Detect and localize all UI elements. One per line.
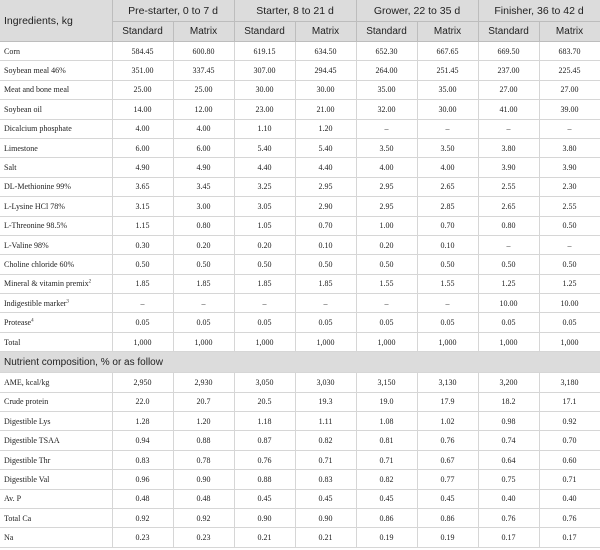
table-row: [0, 313, 600, 332]
table-cell: 0.50: [173, 255, 234, 274]
table-cell: 1.20: [173, 412, 234, 431]
table-cell: 0.76: [417, 431, 478, 450]
table-cell: 0.05: [539, 313, 600, 332]
row-label-text: Crude protein: [4, 397, 49, 407]
table-cell: 0.45: [234, 489, 295, 508]
table-cell: 30.00: [234, 80, 295, 99]
table-cell: 0.05: [417, 313, 478, 332]
table-cell: 4.40: [295, 158, 356, 177]
row-label-text: Protease: [4, 318, 32, 328]
table-cell: 1.55: [417, 274, 478, 293]
table-cell: 5.40: [234, 138, 295, 157]
table-cell: 0.05: [234, 313, 295, 332]
table-cell: 10.00: [539, 294, 600, 313]
table-row: [0, 392, 600, 411]
table-cell: 14.00: [112, 100, 173, 119]
table-cell: 0.71: [295, 450, 356, 469]
table-row: [0, 177, 600, 196]
table-cell: 0.88: [234, 470, 295, 489]
table-cell: 2,950: [112, 373, 173, 392]
table-cell: 0.83: [295, 470, 356, 489]
table-cell: 0.50: [356, 255, 417, 274]
table-cell: 1.85: [112, 274, 173, 293]
table-cell: 0.92: [539, 412, 600, 431]
table-cell: 3.90: [539, 158, 600, 177]
table-cell: 0.05: [478, 313, 539, 332]
row-label-text: Total Ca: [4, 513, 32, 523]
subheader-matrix: Matrix: [539, 22, 600, 42]
row-label: [0, 313, 112, 332]
table-cell: 0.90: [295, 508, 356, 527]
table-cell: 27.00: [478, 80, 539, 99]
table-cell: 0.77: [417, 470, 478, 489]
table-cell: 1.05: [234, 216, 295, 235]
table-cell: 0.23: [112, 528, 173, 547]
table-cell: 3,130: [417, 373, 478, 392]
row-label-text: Indigestible marker: [4, 298, 67, 308]
table-row: [0, 138, 600, 157]
table-cell: 4.00: [173, 119, 234, 138]
table-cell: 2,930: [173, 373, 234, 392]
table-row: [0, 294, 600, 313]
table-cell: 0.50: [539, 216, 600, 235]
table-cell: 0.94: [112, 431, 173, 450]
table-cell: 0.87: [234, 431, 295, 450]
table-cell: 25.00: [112, 80, 173, 99]
table-cell: 0.21: [234, 528, 295, 547]
table-cell: 1.18: [234, 412, 295, 431]
table-cell: 2.95: [356, 177, 417, 196]
table-cell: 0.70: [417, 216, 478, 235]
row-label-text: Mineral & vitamin premix: [4, 279, 89, 289]
table-cell: –: [234, 294, 295, 313]
table-cell: 0.71: [356, 450, 417, 469]
table-cell: 3.25: [234, 177, 295, 196]
row-label: [0, 255, 112, 274]
table-cell: 21.00: [295, 100, 356, 119]
table-cell: 4.00: [417, 158, 478, 177]
row-label: [0, 100, 112, 119]
table-cell: 3.00: [173, 197, 234, 216]
row-label-text: L-Lysine HCl 78%: [4, 201, 65, 211]
table-cell: 0.23: [173, 528, 234, 547]
table-cell: 1,000: [173, 332, 234, 351]
row-label-text: Corn: [4, 46, 20, 56]
table-cell: –: [539, 235, 600, 254]
row-label: [0, 61, 112, 80]
table-cell: 0.67: [417, 450, 478, 469]
table-cell: 351.00: [112, 61, 173, 80]
row-label: [0, 528, 112, 547]
row-label-text: Digestible Val: [4, 474, 50, 484]
table-cell: 6.00: [112, 138, 173, 157]
table-cell: 1.10: [234, 119, 295, 138]
subheader-standard: Standard: [356, 22, 417, 42]
table-cell: 0.81: [356, 431, 417, 450]
table-cell: 0.70: [295, 216, 356, 235]
table-cell: 0.76: [478, 508, 539, 527]
table-cell: 600.80: [173, 42, 234, 61]
table-cell: 41.00: [478, 100, 539, 119]
table-cell: 3,180: [539, 373, 600, 392]
table-cell: 19.0: [356, 392, 417, 411]
table-cell: 0.50: [234, 255, 295, 274]
table-cell: 1.85: [234, 274, 295, 293]
table-cell: 1,000: [478, 332, 539, 351]
table-cell: –: [417, 119, 478, 138]
row-label: [0, 274, 112, 293]
table-cell: 4.90: [112, 158, 173, 177]
nutrient-section-label: Nutrient composition, % or as follow: [0, 352, 600, 373]
table-cell: 0.40: [539, 489, 600, 508]
table-cell: –: [295, 294, 356, 313]
table-cell: –: [173, 294, 234, 313]
table-row: [0, 373, 600, 392]
table-cell: 337.45: [173, 61, 234, 80]
table-cell: 0.76: [234, 450, 295, 469]
table-cell: 0.30: [112, 235, 173, 254]
table-cell: 307.00: [234, 61, 295, 80]
row-label: [0, 450, 112, 469]
table-cell: 0.90: [173, 470, 234, 489]
table-cell: 32.00: [356, 100, 417, 119]
table-cell: 584.45: [112, 42, 173, 61]
table-cell: 35.00: [417, 80, 478, 99]
row-label-text: Av. P: [4, 494, 22, 504]
table-row: [0, 508, 600, 527]
table-cell: 683.70: [539, 42, 600, 61]
table-cell: –: [478, 235, 539, 254]
table-cell: 0.92: [112, 508, 173, 527]
table-cell: 4.00: [112, 119, 173, 138]
table-cell: 1.85: [173, 274, 234, 293]
subheader-standard: Standard: [478, 22, 539, 42]
table-cell: 19.3: [295, 392, 356, 411]
table-row: [0, 431, 600, 450]
row-label: [0, 216, 112, 235]
table-header: [0, 0, 600, 42]
table-cell: 0.45: [295, 489, 356, 508]
table-cell: 0.20: [234, 235, 295, 254]
table-cell: 3,200: [478, 373, 539, 392]
table-cell: 0.05: [356, 313, 417, 332]
table-row: [0, 100, 600, 119]
table-cell: 1,000: [295, 332, 356, 351]
table-cell: 0.98: [478, 412, 539, 431]
table-cell: 0.78: [173, 450, 234, 469]
footnote-marker: 3: [66, 299, 69, 305]
table-cell: 3.15: [112, 197, 173, 216]
table-cell: 2.95: [295, 177, 356, 196]
table-cell: 39.00: [539, 100, 600, 119]
table-cell: 0.96: [112, 470, 173, 489]
row-label: [0, 138, 112, 157]
table-row: [0, 332, 600, 351]
table-cell: 20.7: [173, 392, 234, 411]
row-label: [0, 431, 112, 450]
table-cell: 4.40: [234, 158, 295, 177]
table-cell: 1.11: [295, 412, 356, 431]
table-cell: 0.20: [356, 235, 417, 254]
row-label-text: Digestible Lys: [4, 416, 51, 426]
table-cell: 0.50: [295, 255, 356, 274]
table-cell: 667.65: [417, 42, 478, 61]
table-cell: 0.64: [478, 450, 539, 469]
table-row: [0, 274, 600, 293]
table-cell: 0.88: [173, 431, 234, 450]
subheader-matrix: Matrix: [417, 22, 478, 42]
table-cell: 294.45: [295, 61, 356, 80]
row-label: [0, 158, 112, 177]
table-cell: 35.00: [356, 80, 417, 99]
table-cell: 0.19: [417, 528, 478, 547]
row-label: [0, 470, 112, 489]
table-cell: 0.19: [356, 528, 417, 547]
table-body: [0, 42, 600, 548]
row-label: [0, 332, 112, 351]
table-cell: 1.20: [295, 119, 356, 138]
table-cell: 3.50: [356, 138, 417, 157]
table-cell: 1.25: [478, 274, 539, 293]
table-cell: 2.55: [539, 197, 600, 216]
table-cell: 669.50: [478, 42, 539, 61]
table-cell: 3.05: [234, 197, 295, 216]
row-label-text: DL-Methionine 99%: [4, 182, 71, 192]
row-label-text: Salt: [4, 163, 17, 173]
row-label: [0, 392, 112, 411]
table-cell: 251.45: [417, 61, 478, 80]
row-label: [0, 294, 112, 313]
table-cell: 18.2: [478, 392, 539, 411]
table-cell: 3,030: [295, 373, 356, 392]
table-cell: 237.00: [478, 61, 539, 80]
table-cell: 0.80: [478, 216, 539, 235]
table-cell: 1.00: [356, 216, 417, 235]
table-cell: 22.0: [112, 392, 173, 411]
row-label: [0, 119, 112, 138]
table-cell: 3.80: [539, 138, 600, 157]
row-label: [0, 235, 112, 254]
table-cell: 2.55: [478, 177, 539, 196]
phase-header-finisher: Finisher, 36 to 42 d: [478, 0, 600, 22]
table-cell: 0.60: [539, 450, 600, 469]
table-cell: 1.28: [112, 412, 173, 431]
table-cell: 0.48: [112, 489, 173, 508]
row-label-text: Limestone: [4, 143, 38, 153]
row-label-text: Soybean meal 46%: [4, 66, 66, 76]
table-cell: 0.82: [295, 431, 356, 450]
table-cell: 0.05: [112, 313, 173, 332]
ingredients-header: Ingredients, kg: [0, 0, 112, 42]
row-label-text: Dicalcium phosphate: [4, 124, 72, 134]
table-cell: 1.15: [112, 216, 173, 235]
table-row: [0, 235, 600, 254]
row-label-text: Meat and bone meal: [4, 85, 70, 95]
table-cell: 6.00: [173, 138, 234, 157]
table-cell: 0.17: [478, 528, 539, 547]
table-cell: 30.00: [417, 100, 478, 119]
table-cell: 3.50: [417, 138, 478, 157]
row-label-text: Digestible Thr: [4, 455, 51, 465]
table-row: [0, 255, 600, 274]
table-cell: 0.70: [539, 431, 600, 450]
table-cell: 1,000: [112, 332, 173, 351]
table-row: [0, 489, 600, 508]
table-cell: 2.30: [539, 177, 600, 196]
table-cell: 0.76: [539, 508, 600, 527]
table-cell: 1.85: [295, 274, 356, 293]
table-cell: 3.80: [478, 138, 539, 157]
table-cell: 0.45: [356, 489, 417, 508]
row-label: [0, 489, 112, 508]
table-cell: 634.50: [295, 42, 356, 61]
table-cell: 0.50: [417, 255, 478, 274]
footnote-marker: 2: [88, 279, 92, 285]
table-cell: 0.50: [112, 255, 173, 274]
table-cell: 2.85: [417, 197, 478, 216]
table-cell: 0.75: [478, 470, 539, 489]
table-cell: 4.00: [356, 158, 417, 177]
table-cell: 1.25: [539, 274, 600, 293]
table-row: [0, 119, 600, 138]
table-cell: 5.40: [295, 138, 356, 157]
phase-header-pre-starter: Pre-starter, 0 to 7 d: [112, 0, 234, 22]
table-cell: 0.10: [295, 235, 356, 254]
table-cell: 264.00: [356, 61, 417, 80]
table-cell: 1.02: [417, 412, 478, 431]
table-cell: 0.71: [539, 470, 600, 489]
table-cell: 0.86: [417, 508, 478, 527]
table-cell: 0.40: [478, 489, 539, 508]
table-cell: 3.65: [112, 177, 173, 196]
table-cell: 2.95: [356, 197, 417, 216]
table-cell: 1,000: [417, 332, 478, 351]
table-cell: 652.30: [356, 42, 417, 61]
row-label-text: AME, kcal/kg: [4, 377, 50, 387]
table-cell: 27.00: [539, 80, 600, 99]
table-cell: 0.50: [478, 255, 539, 274]
table-cell: 17.1: [539, 392, 600, 411]
table-row: [0, 158, 600, 177]
table-cell: 0.90: [234, 508, 295, 527]
footnote-marker: 4: [31, 318, 34, 324]
subheader-matrix: Matrix: [295, 22, 356, 42]
table-row: [0, 42, 600, 61]
table-cell: –: [112, 294, 173, 313]
table-cell: 2.90: [295, 197, 356, 216]
table-cell: –: [539, 119, 600, 138]
table-cell: 1,000: [234, 332, 295, 351]
table-cell: 3,050: [234, 373, 295, 392]
table-cell: –: [478, 119, 539, 138]
row-label-text: Digestible TSAA: [4, 436, 60, 446]
table-cell: 3.90: [478, 158, 539, 177]
table-cell: 0.74: [478, 431, 539, 450]
table-cell: 0.45: [417, 489, 478, 508]
table-row: [0, 450, 600, 469]
table-cell: 0.21: [295, 528, 356, 547]
row-label-text: L-Valine 98%: [4, 240, 49, 250]
table-cell: 12.00: [173, 100, 234, 119]
table-cell: 4.90: [173, 158, 234, 177]
table-cell: 0.82: [356, 470, 417, 489]
row-label-text: L-Threonine 98.5%: [4, 221, 68, 231]
row-label: [0, 412, 112, 431]
table-cell: 10.00: [478, 294, 539, 313]
phase-header-grower: Grower, 22 to 35 d: [356, 0, 478, 22]
table-cell: –: [356, 294, 417, 313]
table-cell: 225.45: [539, 61, 600, 80]
table-cell: 30.00: [295, 80, 356, 99]
subheader-standard: Standard: [112, 22, 173, 42]
table-cell: –: [356, 119, 417, 138]
table-cell: 25.00: [173, 80, 234, 99]
table-cell: 0.50: [539, 255, 600, 274]
table-cell: 2.65: [417, 177, 478, 196]
table-cell: 0.20: [173, 235, 234, 254]
table-cell: 1.55: [356, 274, 417, 293]
row-label: [0, 42, 112, 61]
table-cell: 17.9: [417, 392, 478, 411]
table-row: [0, 528, 600, 547]
table-cell: 0.10: [417, 235, 478, 254]
table-row: [0, 80, 600, 99]
table-cell: 23.00: [234, 100, 295, 119]
table-cell: –: [417, 294, 478, 313]
table-cell: 20.5: [234, 392, 295, 411]
nutrient-section-row: [0, 352, 600, 373]
phase-header-starter: Starter, 8 to 21 d: [234, 0, 356, 22]
row-label: [0, 373, 112, 392]
table-cell: 1,000: [539, 332, 600, 351]
table-cell: 0.80: [173, 216, 234, 235]
row-label: [0, 177, 112, 196]
table-cell: 0.05: [295, 313, 356, 332]
table-cell: 3.45: [173, 177, 234, 196]
table-row: [0, 61, 600, 80]
row-label: [0, 80, 112, 99]
row-label: [0, 197, 112, 216]
row-label-text: Choline chloride 60%: [4, 259, 75, 269]
table-cell: 0.92: [173, 508, 234, 527]
table-cell: 3,150: [356, 373, 417, 392]
table-cell: 0.83: [112, 450, 173, 469]
table-cell: 0.17: [539, 528, 600, 547]
subheader-standard: Standard: [234, 22, 295, 42]
table-cell: 1,000: [356, 332, 417, 351]
table-cell: 0.48: [173, 489, 234, 508]
row-label-text: Soybean oil: [4, 104, 42, 114]
table-cell: 0.05: [173, 313, 234, 332]
subheader-matrix: Matrix: [173, 22, 234, 42]
row-label-text: Na: [4, 533, 14, 543]
table-row: [0, 470, 600, 489]
table-cell: 0.86: [356, 508, 417, 527]
table-cell: 2.65: [478, 197, 539, 216]
table-cell: 1.08: [356, 412, 417, 431]
row-label-text: Total: [4, 337, 21, 347]
table-row: [0, 216, 600, 235]
table-row: [0, 412, 600, 431]
table-cell: 619.15: [234, 42, 295, 61]
row-label: [0, 508, 112, 527]
table-row: [0, 197, 600, 216]
